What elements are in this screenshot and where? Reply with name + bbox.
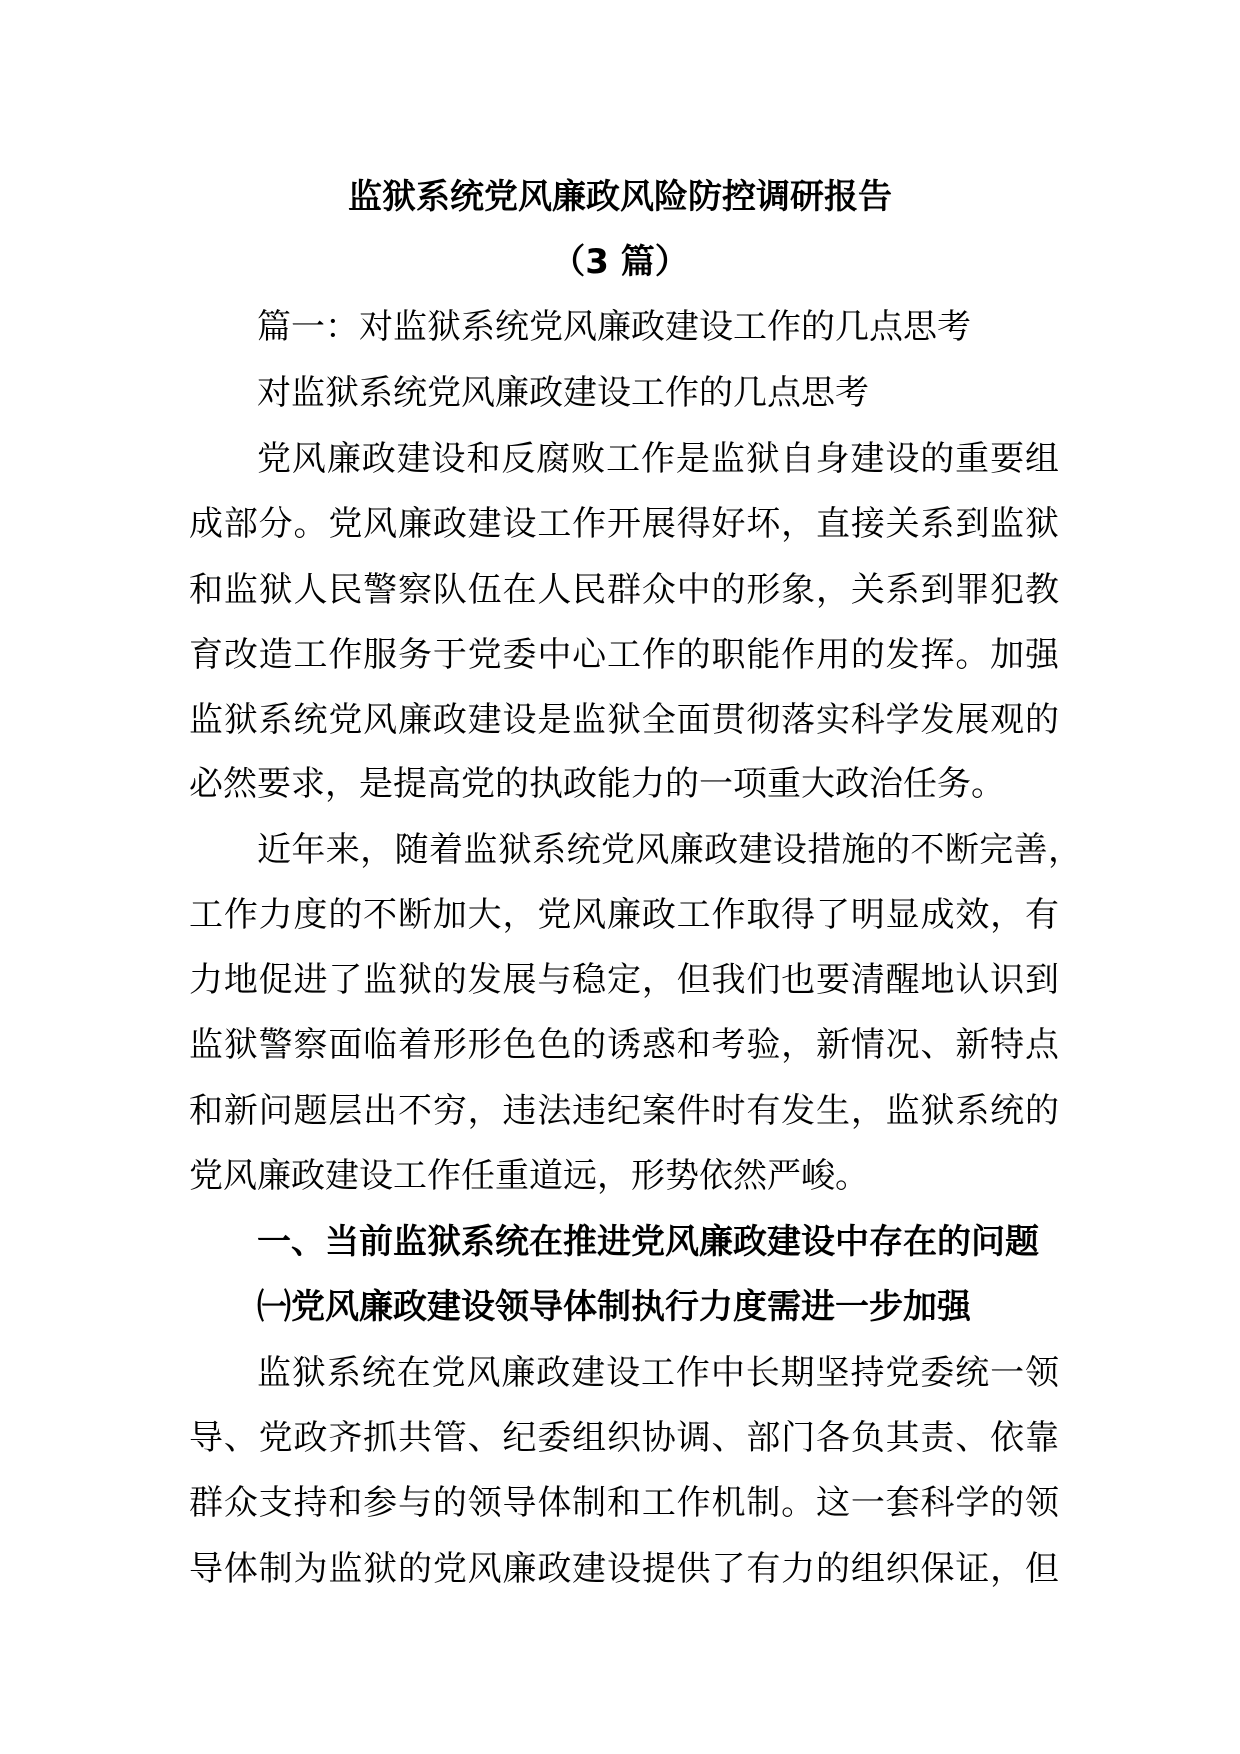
paragraph-line: 导体制为监狱的党风廉政建设提供了有力的组织保证，但	[189, 1549, 1059, 1589]
paragraph-line: 力地促进了监狱的发展与稳定，但我们也要清醒地认识到	[189, 960, 1059, 1000]
paragraph-line: 导、党政齐抓共管、纪委组织协调、部门各负其责、依靠	[189, 1418, 1059, 1458]
document-subtitle: （3 篇）	[551, 242, 689, 282]
paragraph-line: 近年来，随着监狱系统党风廉政建设措施的不断完善，	[257, 830, 1082, 870]
paragraph-line: 和新问题层出不穷，违法违纪案件时有发生，监狱系统的	[189, 1091, 1059, 1131]
subsection-heading: ㈠党风廉政建设领导体制执行力度需进一步加强	[257, 1287, 971, 1327]
paragraph-line: 党风廉政建设和反腐败工作是监狱自身建设的重要组	[257, 439, 1059, 479]
document-title: 监狱系统党风廉政风险防控调研报告	[348, 177, 892, 217]
paragraph-line: 成部分。党风廉政建设工作开展得好坏，直接关系到监狱	[189, 504, 1059, 544]
paragraph-line: 群众支持和参与的领导体制和工作机制。这一套科学的领	[189, 1483, 1059, 1523]
section-heading: 一、当前监狱系统在推进党风廉政建设中存在的问题	[257, 1222, 1039, 1262]
article-title: 对监狱系统党风廉政建设工作的几点思考	[257, 373, 869, 413]
paragraph-line: 监狱系统党风廉政建设是监狱全面贯彻落实科学发展观的	[189, 700, 1059, 740]
paragraph-line: 工作力度的不断加大，党风廉政工作取得了明显成效，有	[189, 895, 1059, 935]
paragraph-line: 党风廉政建设工作任重道远，形势依然严峻。	[189, 1156, 869, 1196]
paragraph-line: 和监狱人民警察队伍在人民群众中的形象，关系到罪犯教	[189, 570, 1059, 610]
paragraph-line: 必然要求，是提高党的执政能力的一项重大政治任务。	[189, 764, 1005, 804]
paragraph-line: 监狱警察面临着形形色色的诱惑和考验，新情况、新特点	[189, 1025, 1059, 1065]
paragraph-line: 育改造工作服务于党委中心工作的职能作用的发挥。加强	[189, 635, 1059, 675]
paragraph-line: 监狱系统在党风廉政建设工作中长期坚持党委统一领	[257, 1353, 1059, 1393]
part-heading: 篇一：对监狱系统党风廉政建设工作的几点思考	[257, 307, 971, 347]
